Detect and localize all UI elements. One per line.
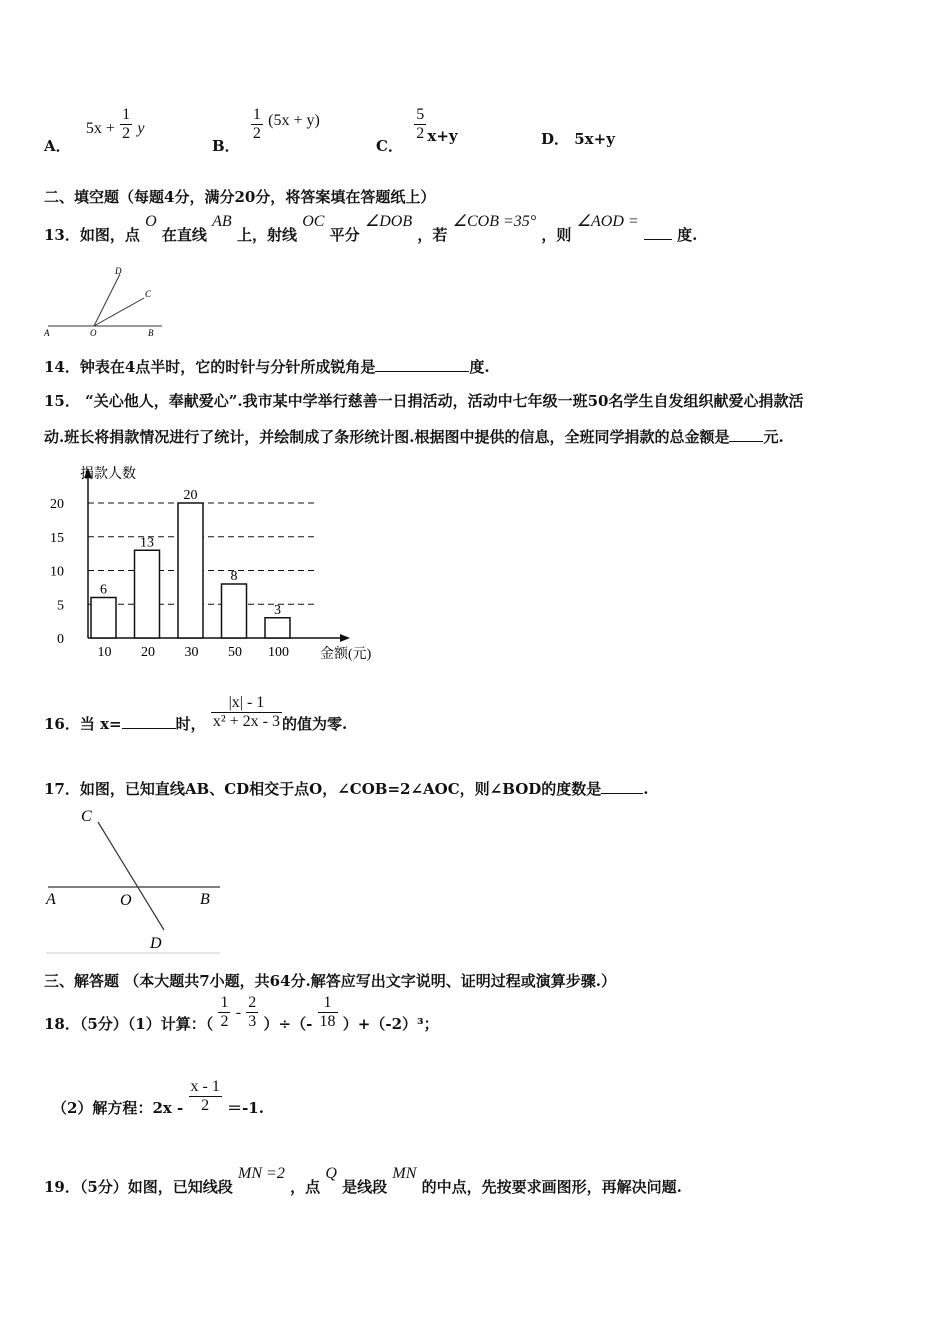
bar-value-label: 8 (230, 569, 238, 584)
option-label: B． (212, 136, 240, 155)
label-c: C (145, 289, 152, 299)
bar-value-label: 6 (100, 582, 107, 598)
x-tick-label: 100 (268, 645, 289, 660)
y-tick-label: 0 (57, 632, 64, 647)
option-c-fraction: $\frac{5}{2}$ (416, 106, 425, 143)
option-a (44, 104, 144, 154)
y-tick-label: 15 (50, 530, 64, 546)
option-a-var: y (137, 119, 145, 137)
x-tick-label: 20 (141, 645, 155, 660)
x-axis-arrow (340, 634, 350, 642)
answer-blank[interactable] (729, 427, 763, 442)
question-18-part1: 18．（5分）（1）计算：（ $\frac{1}{2}$ - $\frac{2}{3}$ ）÷（- $\frac{1}{18}$ ）+（-2）³； (44, 994, 439, 1033)
option-b (212, 104, 320, 154)
bar-value-label: 20 (183, 488, 198, 503)
label-a: A (44, 328, 50, 338)
bar (222, 584, 247, 638)
y-tick-label: 10 (50, 564, 64, 580)
x-tick-label: 10 (97, 645, 112, 660)
option-a-fraction: $\frac{1}{2}$ (122, 106, 131, 143)
question-15-line1: 15． “关心他人，奉献爱心”.我市某中学举行慈善一日捐活动，活动中七年级一班50名学生自发组织献爱心捐款活 (44, 392, 804, 410)
bar (265, 618, 290, 638)
question-16-fraction: $\frac{|x| - 1}{\text{x² + 2x - 3}}$ (212, 694, 281, 731)
y-tick-label: 5 (57, 598, 64, 614)
x-axis-label: 金额(元) (320, 647, 372, 662)
x-tick-label: 30 (184, 645, 199, 660)
option-b-fraction: $\frac{1}{2}$ (252, 106, 261, 143)
question-17: 17．如图，已知直线AB、CD相交于点O，∠COB=2∠AOC，则∠BOD的度数是 . (44, 780, 649, 798)
label-o: O (120, 892, 132, 909)
option-c (376, 104, 458, 154)
answer-blank[interactable] (601, 779, 643, 794)
question-14: 14．钟表在4点半时，它的时针与分针所成锐角是 度. (44, 358, 490, 376)
option-a-prefix: 5x + (85, 119, 115, 137)
question-16: 16．当 x= 时， $\frac{|x| - 1}{\text{x² + 2x - 3}}$ 的值为零. (44, 694, 348, 733)
option-d-text: 5x+y (574, 130, 615, 148)
y-axis-label: 捐款人数 (80, 467, 136, 482)
label-a: A (46, 891, 56, 908)
bar (135, 550, 160, 638)
option-b-expr: (5x + y) (268, 111, 320, 129)
option-label: A． (44, 136, 71, 155)
x-tick-label: 50 (228, 645, 242, 660)
label-o: O (90, 328, 97, 338)
option-label: D． (541, 130, 570, 148)
intersecting-lines-figure-17 (44, 802, 224, 958)
label-c: C (81, 808, 92, 825)
question-15-line2: 动.班长将捐款情况进行了统计，并绘制成了条形统计图.根据图中提供的信息，全班同学捐款的总金额是 元. (44, 428, 784, 446)
question-19: 19．（5分）如图，已知线段 MN =2 ，点 Q 是线段 MN 的中点，先按要求画图形，再解决问题. (44, 1165, 682, 1196)
question-13: 13．如图，点 O 在直线 AB 上，射线 OC 平分 ∠DOB ，若 ∠COB =35° ，则 ∠AOD = 度. (44, 213, 698, 244)
section-3-title: 三、解答题 （本大题共7小题，共64分.解答应写出文字说明、证明过程或演算步骤.） (44, 972, 616, 990)
option-c-suffix: x+y (427, 126, 458, 145)
label-d: D (115, 266, 122, 276)
bar-value-label: 13 (140, 535, 154, 551)
bar-value-label: 3 (274, 602, 281, 618)
option-d (541, 128, 615, 149)
option-label: C． (376, 136, 403, 155)
answer-blank[interactable] (644, 225, 672, 240)
label-d: D (150, 935, 162, 952)
bar (91, 598, 116, 639)
y-tick-label: 20 (50, 497, 64, 512)
angle-figure-13 (44, 264, 164, 340)
question-18-part2: （2）解方程：2x - $\frac{x - 1}{2}$ ＝-1. (52, 1078, 264, 1117)
label-b: B (148, 328, 154, 338)
donation-bar-chart (44, 458, 384, 668)
label-b: B (200, 891, 210, 908)
line-cd (98, 822, 164, 930)
bar (178, 503, 203, 638)
answer-blank[interactable] (122, 714, 176, 729)
answer-blank[interactable] (375, 357, 469, 372)
section-2-title: 二、填空题（每题4分，满分20分，将答案填在答题纸上） (44, 188, 436, 206)
